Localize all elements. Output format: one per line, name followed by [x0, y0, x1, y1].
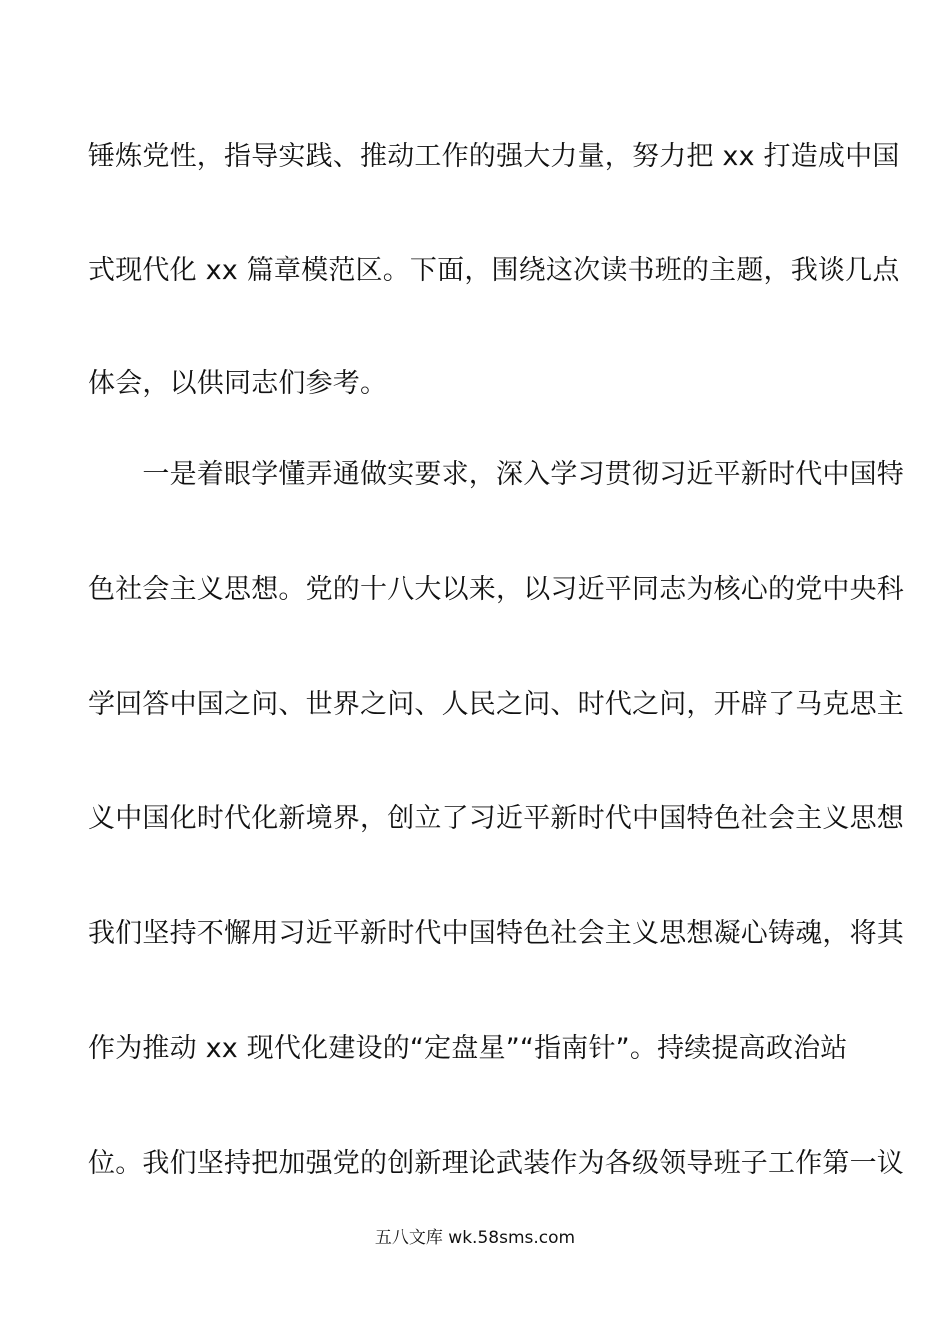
- body-text-line: 学回答中国之问、世界之问、人民之问、时代之问，开辟了马克思主: [88, 689, 904, 720]
- body-text-line: 色社会主义思想。党的十八大以来，以习近平同志为核心的党中央科: [88, 574, 904, 605]
- body-text-line: 式现代化 xx 篇章模范区。下面，围绕这次读书班的主题，我谈几点: [88, 255, 900, 286]
- body-text-line: 锤炼党性，指导实践、推动工作的强大力量，努力把 xx 打造成中国: [88, 141, 900, 172]
- body-text-line: 我们坚持不懈用习近平新时代中国特色社会主义思想凝心铸魂，将其: [88, 918, 904, 949]
- page-footer: 五八文库 wk.58sms.com: [374, 1228, 576, 1248]
- body-text-line: 作为推动 xx 现代化建设的“定盘星”“指南针”。持续提高政治站: [88, 1033, 848, 1064]
- body-text-line: 义中国化时代化新境界，创立了习近平新时代中国特色社会主义思想: [88, 803, 904, 834]
- body-text-line: 位。我们坚持把加强党的创新理论武装作为各级领导班子工作第一议: [88, 1148, 904, 1179]
- body-text-line: 体会，以供同志们参考。: [88, 368, 388, 399]
- body-text-line: 一是着眼学懂弄通做实要求，深入学习贯彻习近平新时代中国特: [88, 459, 904, 490]
